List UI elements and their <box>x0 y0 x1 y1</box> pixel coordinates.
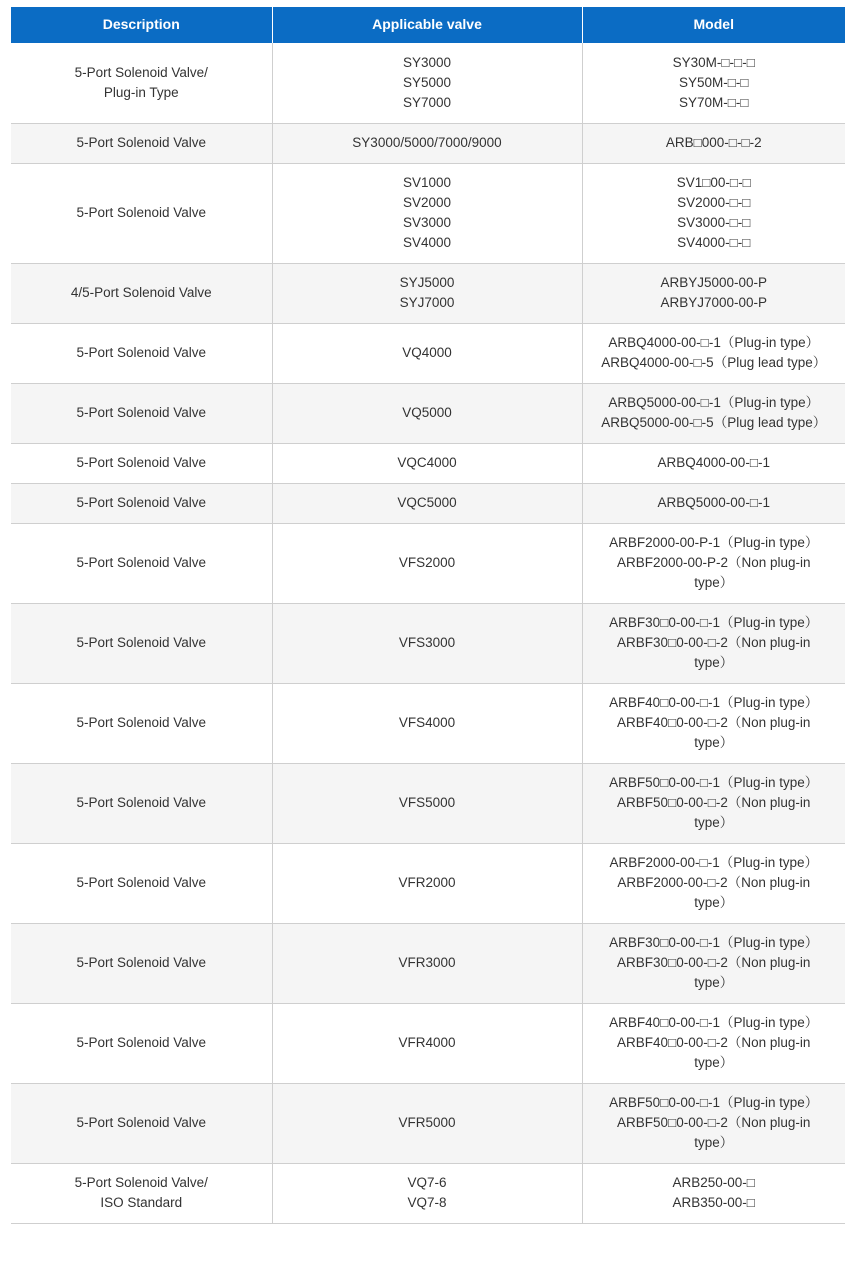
column-header-applicable-valve: Applicable valve <box>272 7 582 43</box>
model-cell-line: SV1□00-□-□ <box>676 175 751 191</box>
model-cell <box>582 683 845 763</box>
model-cell-line: ARBF2000-00-P-2（Non plug-in <box>616 555 811 571</box>
model-cell-line: SY50M-□-□ <box>678 74 749 90</box>
model-cell <box>582 1083 845 1163</box>
model-cell <box>582 483 845 523</box>
description-cell <box>11 263 272 323</box>
applicable-valve-cell <box>272 1003 582 1083</box>
description-cell-line: ISO Standard <box>100 1195 183 1210</box>
description-cell-line: 5-Port Solenoid Valve <box>76 205 207 221</box>
model-cell <box>582 603 845 683</box>
description-cell-line: 5-Port Solenoid Valve <box>76 635 207 651</box>
description-cell-line: 5-Port Solenoid Valve <box>76 955 207 971</box>
table-row <box>11 123 845 163</box>
table-row <box>11 43 845 123</box>
description-cell-line: 5-Port Solenoid Valve <box>76 405 207 421</box>
model-cell-line: ARBF50□0-00-□-2（Non plug-in <box>617 795 811 811</box>
model-cell <box>582 43 845 123</box>
model-cell-line: SV3000-□-□ <box>677 215 751 230</box>
applicable-valve-cell-line: SY5000 <box>402 74 452 90</box>
applicable-valve-cell <box>272 443 582 483</box>
description-cell <box>11 43 272 123</box>
applicable-valve-cell-line: SY3000 <box>402 55 452 71</box>
applicable-valve-cell-line: VFR3000 <box>398 955 456 971</box>
description-cell <box>11 1083 272 1163</box>
applicable-valve-cell <box>272 843 582 923</box>
model-cell-line: ARBF30□0-00-□-1（Plug-in type） <box>609 935 819 951</box>
table-row <box>11 603 845 683</box>
applicable-valve-cell <box>272 763 582 843</box>
description-cell-line: 5-Port Solenoid Valve <box>76 455 207 471</box>
model-cell-line: type） <box>694 974 734 990</box>
table-row <box>11 383 845 443</box>
applicable-valve-cell-line: VQ7-8 <box>407 1195 447 1210</box>
model-cell-line: ARBF2000-00-P-1（Plug-in type） <box>609 535 819 551</box>
description-cell <box>11 1003 272 1083</box>
applicable-valve-cell-line: SY3000/5000/7000/9000 <box>352 135 502 151</box>
model-cell-line: ARBYJ7000-00-P <box>660 295 768 310</box>
model-cell-line: ARB250-00-□ <box>672 1175 755 1191</box>
model-cell-line: SV2000-□-□ <box>677 195 751 211</box>
table-header-row <box>11 7 845 43</box>
applicable-valve-cell <box>272 923 582 1003</box>
applicable-valve-table <box>11 7 845 1224</box>
description-cell <box>11 523 272 603</box>
applicable-valve-cell-line: SV2000 <box>402 195 452 211</box>
applicable-valve-cell <box>272 123 582 163</box>
model-cell-line: type） <box>694 894 734 910</box>
model-cell <box>582 323 845 383</box>
description-cell-line: 5-Port Solenoid Valve <box>76 345 207 361</box>
model-cell-line: ARBQ4000-00-□-5（Plug lead type） <box>601 355 827 370</box>
model-cell-line: ARBYJ5000-00-P <box>660 275 768 291</box>
model-cell-line: ARBF2000-00-□-2（Non plug-in <box>617 875 811 891</box>
applicable-valve-cell <box>272 263 582 323</box>
table-row <box>11 443 845 483</box>
model-cell <box>582 123 845 163</box>
applicable-valve-cell-line: VQC4000 <box>397 455 457 471</box>
model-cell-line: ARBQ4000-00-□-1（Plug-in type） <box>608 335 820 351</box>
model-cell-line: SV4000-□-□ <box>677 234 751 250</box>
model-cell-line: ARBF40□0-00-□-2（Non plug-in <box>617 1035 811 1051</box>
model-cell-line: type） <box>694 814 734 830</box>
model-cell-line: ARBQ5000-00-□-1（Plug-in type） <box>608 395 820 411</box>
table-body <box>11 43 845 1223</box>
applicable-valve-cell <box>272 523 582 603</box>
description-cell <box>11 843 272 923</box>
description-cell-line: 5-Port Solenoid Valve <box>76 495 207 511</box>
model-cell-line: ARBQ4000-00-□-1 <box>657 455 770 471</box>
column-header-description: Description <box>11 7 272 43</box>
description-cell-line: 5-Port Solenoid Valve <box>76 715 207 731</box>
table-row <box>11 163 845 263</box>
applicable-valve-cell <box>272 603 582 683</box>
applicable-valve-cell-line: VQC5000 <box>397 495 457 511</box>
applicable-valve-cell <box>272 1083 582 1163</box>
applicable-valve-cell <box>272 1163 582 1223</box>
applicable-valve-cell-line: VFS5000 <box>398 795 456 811</box>
model-cell-line: type） <box>694 1134 734 1150</box>
model-cell-line: ARBF30□0-00-□-2（Non plug-in <box>617 635 811 651</box>
table-row <box>11 523 845 603</box>
applicable-valve-cell <box>272 43 582 123</box>
model-cell-line: ARBF50□0-00-□-1（Plug-in type） <box>609 775 819 791</box>
model-cell-line: ARBF2000-00-□-1（Plug-in type） <box>609 855 818 871</box>
description-cell-line: 5-Port Solenoid Valve <box>76 555 207 571</box>
applicable-valve-cell-line: VQ7-6 <box>407 1175 447 1191</box>
table-row <box>11 483 845 523</box>
model-cell <box>582 523 845 603</box>
model-cell <box>582 1003 845 1083</box>
applicable-valve-cell-line: VFS2000 <box>398 555 456 571</box>
model-cell-line: ARBF50□0-00-□-1（Plug-in type） <box>609 1095 819 1111</box>
model-cell <box>582 443 845 483</box>
applicable-valve-cell-line: VFS4000 <box>398 715 456 731</box>
description-cell <box>11 483 272 523</box>
table-row <box>11 763 845 843</box>
model-cell-line: ARBQ5000-00-□-5（Plug lead type） <box>601 415 827 430</box>
description-cell-line: 5-Port Solenoid Valve/ <box>74 64 208 80</box>
description-cell-line: 5-Port Solenoid Valve <box>76 875 207 891</box>
applicable-valve-cell-line: VFS3000 <box>398 635 456 651</box>
model-cell-line: ARBF50□0-00-□-2（Non plug-in <box>617 1115 811 1131</box>
description-cell-line: 5-Port Solenoid Valve <box>76 795 207 811</box>
model-cell-line: ARBF30□0-00-□-1（Plug-in type） <box>609 615 819 631</box>
applicable-valve-cell-line: SV1000 <box>402 175 452 191</box>
model-cell-line: type） <box>694 1054 734 1070</box>
model-cell <box>582 163 845 263</box>
model-cell-line: SY70M-□-□ <box>678 94 749 110</box>
model-cell-line: ARBF40□0-00-□-1（Plug-in type） <box>609 1015 819 1031</box>
table-row <box>11 843 845 923</box>
description-cell <box>11 383 272 443</box>
model-cell <box>582 383 845 443</box>
table-row <box>11 1163 845 1223</box>
description-cell-line: 5-Port Solenoid Valve <box>76 1035 207 1051</box>
description-cell <box>11 763 272 843</box>
description-cell <box>11 923 272 1003</box>
description-cell <box>11 683 272 763</box>
model-cell <box>582 763 845 843</box>
model-cell-line: ARB350-00-□ <box>672 1195 755 1210</box>
description-cell-line: 4/5-Port Solenoid Valve <box>70 285 212 301</box>
description-cell <box>11 163 272 263</box>
description-cell <box>11 123 272 163</box>
applicable-valve-cell-line: SV3000 <box>402 215 452 230</box>
applicable-valve-cell <box>272 163 582 263</box>
applicable-valve-cell-line: VQ5000 <box>402 405 452 421</box>
table-row <box>11 683 845 763</box>
description-cell-line: Plug-in Type <box>103 84 179 100</box>
model-cell-line: ARB□000-□-□-2 <box>665 135 762 151</box>
applicable-valve-cell-line: VFR2000 <box>398 875 456 891</box>
table-row <box>11 323 845 383</box>
model-cell-line: ARBF40□0-00-□-1（Plug-in type） <box>609 695 819 711</box>
applicable-valve-cell <box>272 683 582 763</box>
applicable-valve-cell-line: SY7000 <box>402 94 452 110</box>
description-cell-line: 5-Port Solenoid Valve/ <box>74 1175 208 1191</box>
column-header-model: Model <box>582 7 845 43</box>
table-row <box>11 923 845 1003</box>
description-cell <box>11 323 272 383</box>
table-row <box>11 1003 845 1083</box>
applicable-valve-cell-line: VFR5000 <box>398 1115 456 1131</box>
description-cell-line: 5-Port Solenoid Valve <box>76 1115 207 1131</box>
model-cell-line: type） <box>694 734 734 750</box>
model-cell <box>582 923 845 1003</box>
applicable-valve-cell-line: SYJ7000 <box>399 295 455 310</box>
applicable-valve-cell <box>272 483 582 523</box>
applicable-valve-cell-line: SV4000 <box>402 234 452 250</box>
description-cell <box>11 443 272 483</box>
model-cell-line: ARBQ5000-00-□-1 <box>657 495 770 511</box>
description-cell <box>11 603 272 683</box>
table-row <box>11 1083 845 1163</box>
model-cell <box>582 263 845 323</box>
table-row <box>11 263 845 323</box>
model-cell-line: type） <box>694 574 734 590</box>
model-cell-line: ARBF40□0-00-□-2（Non plug-in <box>617 715 811 731</box>
model-cell-line: ARBF30□0-00-□-2（Non plug-in <box>617 955 811 971</box>
model-cell-line: SY30M-□-□-□ <box>672 55 755 71</box>
applicable-valve-cell <box>272 383 582 443</box>
model-cell-line: type） <box>694 654 734 670</box>
applicable-valve-cell-line: SYJ5000 <box>399 275 455 291</box>
model-cell <box>582 843 845 923</box>
model-cell <box>582 1163 845 1223</box>
description-cell-line: 5-Port Solenoid Valve <box>76 135 207 151</box>
description-cell <box>11 1163 272 1223</box>
applicable-valve-cell-line: VFR4000 <box>398 1035 456 1051</box>
applicable-valve-cell-line: VQ4000 <box>402 345 452 361</box>
applicable-valve-cell <box>272 323 582 383</box>
